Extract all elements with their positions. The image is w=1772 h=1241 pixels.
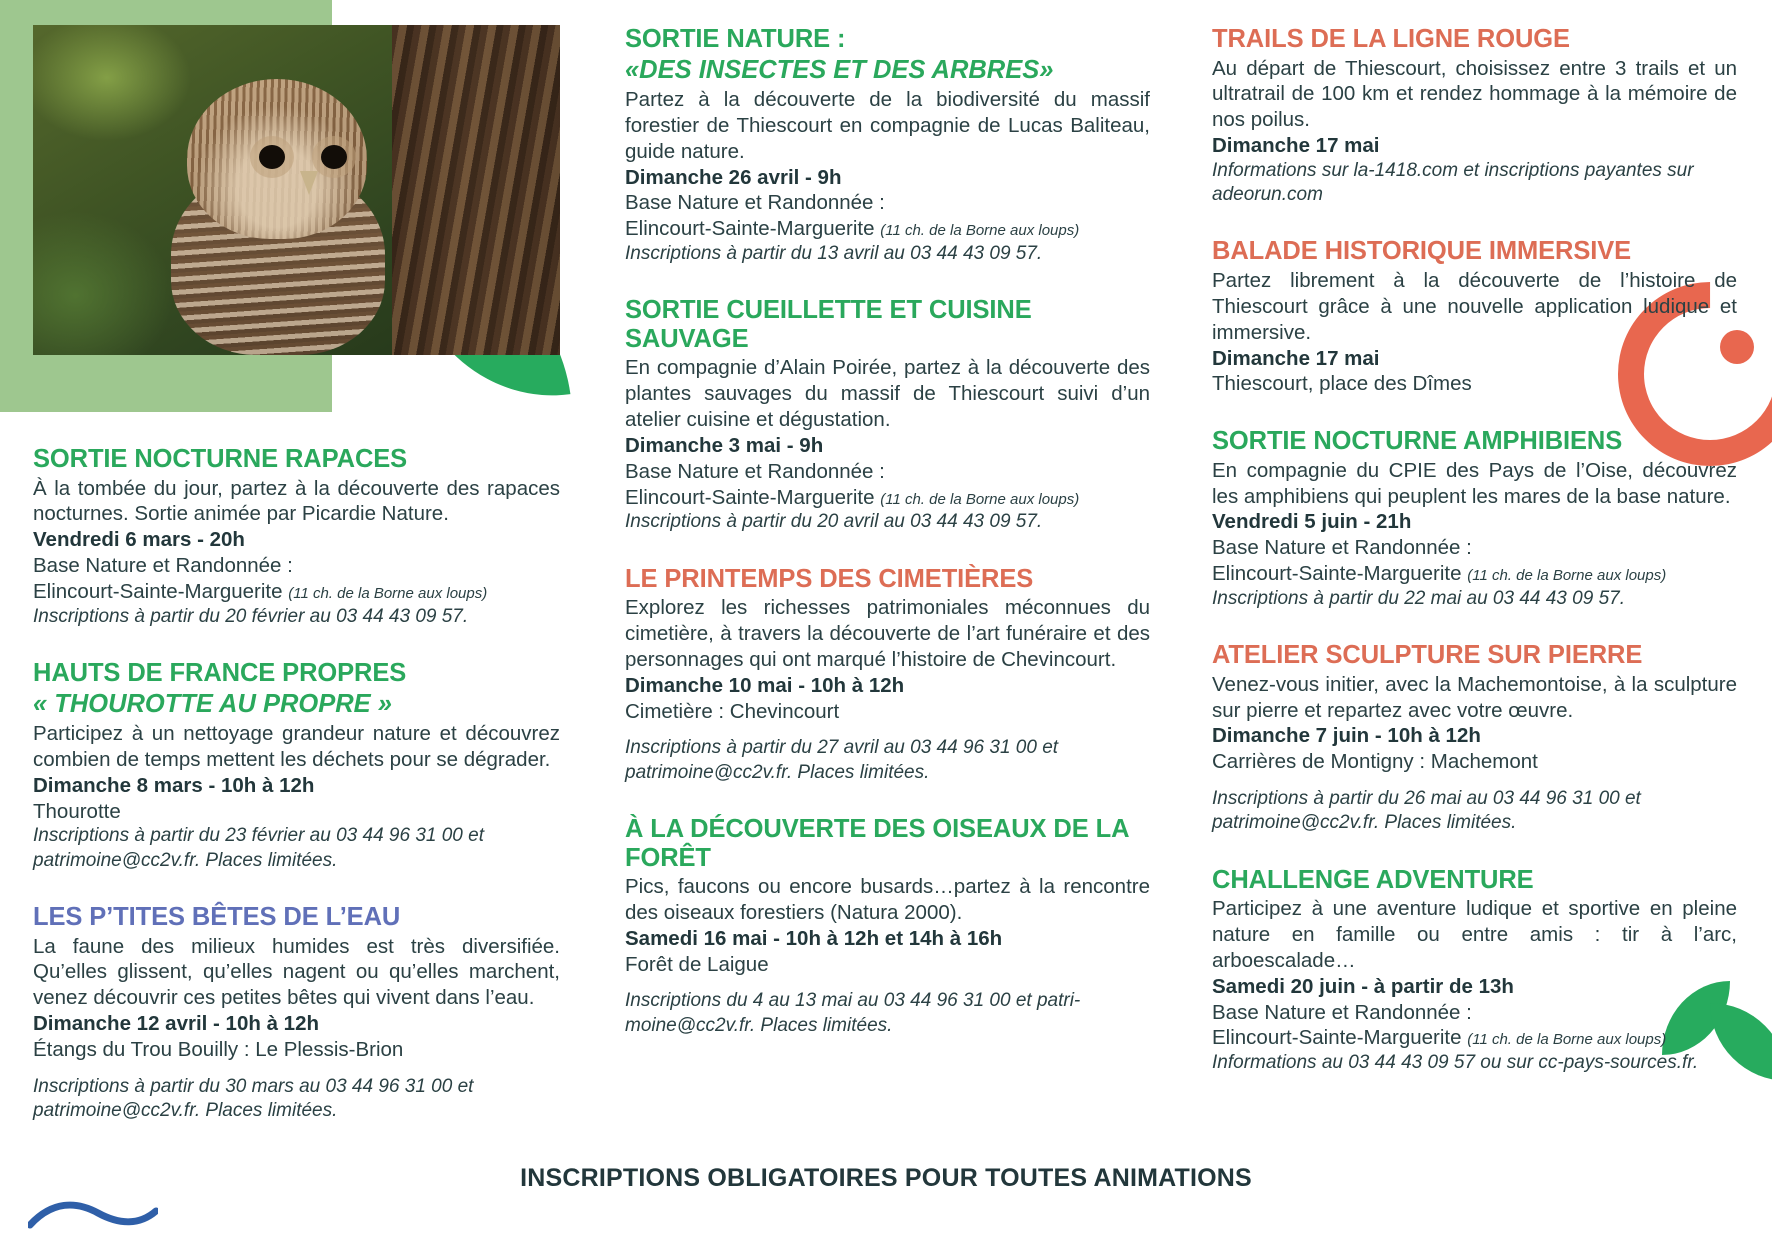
event-datetime: Vendredi 6 mars - 20h — [33, 528, 245, 552]
event-location-name: Elincourt-Sainte-Marguerite — [1212, 562, 1462, 586]
event-title: HAUTS DE FRANCE PROPRES — [33, 659, 407, 687]
event-block — [1212, 427, 1737, 611]
event-location-address: (11 ch. de la Borne aux loups) — [880, 222, 1080, 240]
event-description: Participez à une aventure ludique et sportive en pleine nature en famille ou entre amis : tir à l’arc, arboescalade… — [1212, 897, 1737, 972]
event-block — [1212, 866, 1737, 1076]
event-location-line: Thiescourt, place des Dîmes — [1212, 372, 1472, 396]
event-block — [33, 903, 560, 1123]
event-block — [625, 815, 1150, 1038]
event-title: SORTIE NOCTURNE RAPACES — [33, 445, 408, 473]
event-description: En compagnie du CPIE des Pays de l’Oise, découvrez les amphibiens qui peuplent les mares de la base nature. — [1212, 458, 1737, 508]
event-registration-note: Inscriptions à partir du 20 février au 03 44 43 09 57. — [33, 605, 469, 627]
event-registration-note: Informations sur la-1418.com et inscriptions payantes sur adeorun.com — [1212, 159, 1694, 206]
event-description: Participez à un nettoyage grandeur nature et découvrez combien de temps mettent les déchets pour se dégrader. — [33, 722, 560, 771]
event-description: Partez à la découverte de la biodiversité du massif forestier de Thiescourt en compagnie de Lucas Baliteau, guide nature. — [625, 88, 1150, 163]
event-description: Pics, faucons ou encore busards…partez à la rencontre des oiseaux forestiers (Natura 2000). — [625, 875, 1150, 924]
event-location-name: Elincourt-Sainte-Marguerite — [625, 217, 875, 241]
event-location-line: Base Nature et Randonnée : — [625, 191, 885, 215]
event-block — [1212, 237, 1737, 397]
footer-banner — [0, 1164, 1772, 1193]
event-block — [625, 25, 1150, 266]
event-datetime: Dimanche 10 mai - 10h à 12h — [625, 673, 905, 697]
event-block — [33, 445, 560, 629]
event-datetime: Dimanche 7 juin - 10h à 12h — [1212, 724, 1481, 748]
event-location-name: Elincourt-Sainte-Marguerite — [625, 485, 875, 509]
event-location-name: Elincourt-Sainte-Marguerite — [1212, 1026, 1462, 1050]
event-registration-note: Inscriptions à partir du 30 mars au 03 44 96 31 00 et patrimoine@cc2v.fr. Places limitées. — [33, 1075, 474, 1122]
column-2 — [625, 25, 1150, 1038]
event-location-address: (11 ch. de la Borne aux loups) — [1467, 567, 1667, 585]
event-description: Venez-vous initier, avec la Machemontoise, à la sculpture sur pierre et repartez avec votre œuvre. — [1212, 672, 1737, 722]
event-registration-note: Inscriptions à partir du 27 avril au 03 44 96 31 00 et patrimoine@cc2v.fr. Places limitées. — [625, 737, 1059, 783]
event-location-line: Base Nature et Randonnée : — [1212, 536, 1472, 560]
event-registration-note: Inscriptions du 4 au 13 mai au 03 44 96 31 00 et patri-moine@cc2v.fr. Places limitées. — [625, 990, 1081, 1036]
footer-text: INSCRIPTIONS OBLIGATOIRES POUR TOUTES ANIMATIONS — [520, 1164, 1252, 1192]
event-title: CHALLENGE ADVENTURE — [1212, 865, 1534, 894]
event-description: La faune des milieux humides est très diversifiée. Qu’elles glissent, qu’elles nagent ou qu’elles marchent, venez découvrir ces petites bêtes qui vivent dans l’eau. — [33, 934, 560, 1010]
event-registration-note: Informations au 03 44 43 09 57 ou sur cc-pays-sources.fr. — [1212, 1052, 1699, 1074]
event-registration-note: Inscriptions à partir du 26 mai au 03 44 96 31 00 et patrimoine@cc2v.fr. Places limitées. — [1212, 788, 1641, 834]
event-registration-note: Inscriptions à partir du 20 avril au 03 44 43 09 57. — [625, 511, 1043, 533]
event-description: Explorez les richesses patrimoniales méconnues du cimetière, à travers la découverte de l’art funéraire et des personnages qui ont marqué l’histoire de Chevincourt. — [625, 596, 1150, 671]
event-datetime: Dimanche 3 mai - 9h — [625, 433, 824, 457]
event-datetime: Samedi 16 mai - 10h à 12h et 14h à 16h — [625, 926, 1003, 950]
event-title: LES P’TITES BÊTES DE L’EAU — [33, 903, 401, 932]
event-location-address: (11 ch. de la Borne aux loups) — [288, 584, 488, 602]
event-registration-note: Inscriptions à partir du 23 février au 03 44 96 31 00 et patrimoine@cc2v.fr. Places limitées. — [33, 825, 484, 871]
event-title: SORTIE NATURE : — [625, 25, 846, 53]
event-datetime: Vendredi 5 juin - 21h — [1212, 510, 1412, 534]
event-block — [1212, 25, 1737, 207]
event-subtitle: « THOUROTTE AU PROPRE » — [33, 689, 392, 718]
event-datetime: Dimanche 12 avril - 10h à 12h — [33, 1012, 319, 1036]
event-location-line: Base Nature et Randonnée : — [1212, 1000, 1472, 1024]
event-location-line — [625, 216, 1150, 242]
event-block — [33, 659, 560, 873]
event-description: À la tombée du jour, partez à la découverte des rapaces nocturnes. Sortie animée par Picardie Nature. — [33, 476, 560, 526]
event-block — [1212, 641, 1737, 835]
event-location-line — [625, 485, 1150, 511]
event-datetime: Dimanche 17 mai — [1212, 134, 1380, 158]
event-location-address: (11 ch. de la Borne aux loups) — [1467, 1031, 1667, 1049]
event-title: LE PRINTEMPS DES CIMETIÈRES — [625, 564, 1034, 593]
event-location-line: Base Nature et Randonnée : — [33, 554, 293, 578]
column-1 — [33, 445, 560, 1123]
event-title: TRAILS DE LA LIGNE ROUGE — [1212, 25, 1570, 53]
event-description: En compagnie d’Alain Poirée, partez à la découverte des plantes sauvages du massif de Thiescourt suivi d’un atelier cuisine et dégustation. — [625, 356, 1150, 432]
event-location-line: Étangs du Trou Bouilly : Le Plessis-Brion — [33, 1037, 404, 1061]
event-registration-note: Inscriptions à partir du 22 mai au 03 44 43 09 57. — [1212, 587, 1625, 609]
event-datetime: Samedi 20 juin - à partir de 13h — [1212, 974, 1514, 998]
event-description: Partez librement à la découverte de l’histoire de Thiescourt grâce à une nouvelle application ludique et immersive. — [1212, 269, 1737, 344]
event-title: À LA DÉCOUVERTE DES OISEAUX DE LA FORÊT — [625, 815, 1129, 872]
event-subtitle: «DES INSECTES ET DES ARBRES» — [625, 55, 1054, 84]
event-location-line: Base Nature et Randonnée : — [625, 459, 885, 483]
event-location-address: (11 ch. de la Borne aux loups) — [880, 490, 1080, 508]
event-title: ATELIER SCULPTURE SUR PIERRE — [1212, 641, 1643, 670]
event-location-name: Elincourt-Sainte-Marguerite — [33, 579, 283, 603]
event-location-line: Carrières de Montigny : Machemont — [1212, 750, 1538, 774]
event-location-line: Cimetière : Chevincourt — [625, 699, 840, 723]
event-block — [625, 565, 1150, 785]
event-block — [625, 296, 1150, 534]
event-location-line — [1212, 1025, 1737, 1051]
event-datetime: Dimanche 8 mars - 10h à 12h — [33, 773, 315, 797]
event-datetime: Dimanche 26 avril - 9h — [625, 165, 842, 189]
event-datetime: Dimanche 17 mai — [1212, 346, 1380, 370]
event-title: BALADE HISTORIQUE IMMERSIVE — [1212, 237, 1632, 266]
event-registration-note: Inscriptions à partir du 13 avril au 03 44 43 09 57. — [625, 243, 1043, 265]
event-title: SORTIE CUEILLETTE ET CUISINE SAUVAGE — [625, 296, 1032, 353]
column-3 — [1212, 25, 1737, 1075]
event-location-line — [33, 579, 560, 605]
event-location-line: Thourotte — [33, 799, 121, 823]
event-location-line — [1212, 561, 1737, 587]
event-description: Au départ de Thiescourt, choisissez entre 3 trails et un ultratrail de 100 km et rendez hommage à la mémoire de nos poilus. — [1212, 56, 1737, 132]
event-title: SORTIE NOCTURNE AMPHIBIENS — [1212, 427, 1623, 456]
event-location-line: Forêt de Laigue — [625, 952, 769, 976]
